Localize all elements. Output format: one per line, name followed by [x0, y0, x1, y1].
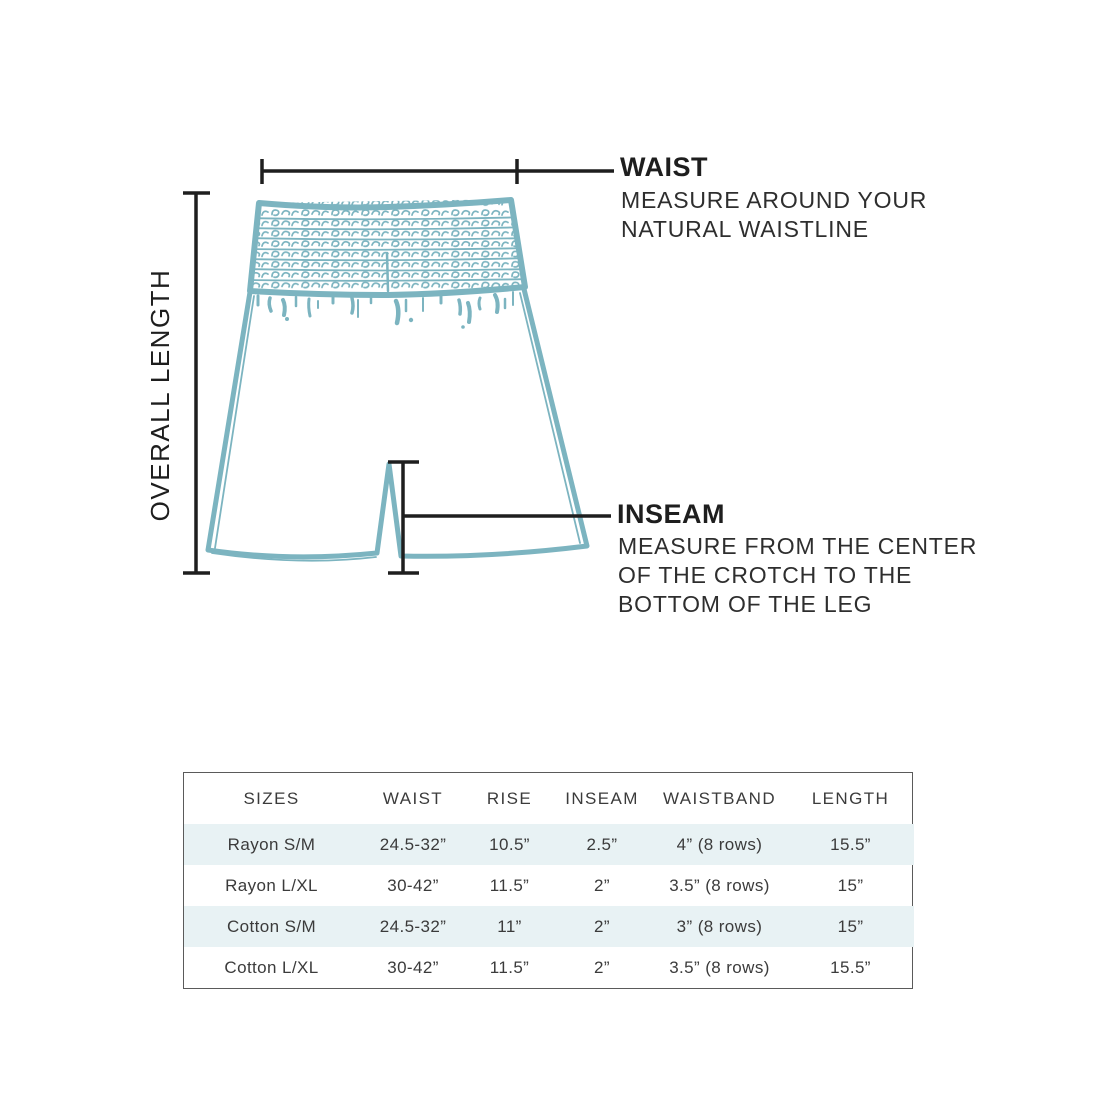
overall-length-measure-line	[183, 193, 210, 573]
table-cell: 11.5”	[489, 957, 530, 977]
waist-measure-line	[262, 159, 614, 184]
overall-length-label: OVERALL LENGTH	[145, 268, 175, 522]
table-cell: 2”	[594, 957, 610, 977]
table-cell: 24.5-32”	[379, 916, 447, 936]
inseam-label: INSEAM	[617, 499, 726, 529]
table-cell: 15”	[837, 916, 864, 936]
table-cell: 3.5” (8 rows)	[669, 875, 770, 895]
table-cell: 11”	[497, 916, 522, 936]
table-cell: Rayon S/M	[227, 834, 316, 854]
table-row-rayon-sm	[184, 824, 914, 865]
table-row-cotton-sm	[184, 906, 914, 947]
waist-desc-line-1: MEASURE AROUND YOUR	[621, 187, 928, 213]
shorts-drawing	[208, 196, 587, 561]
table-cell: 3.5” (8 rows)	[669, 957, 770, 977]
column-header-length: LENGTH	[811, 788, 890, 808]
table-cell: 2”	[594, 916, 610, 936]
table-cell: Cotton S/M	[226, 916, 317, 936]
inseam-desc-line-3: BOTTOM OF THE LEG	[618, 591, 873, 617]
size-chart-header-row	[184, 773, 914, 824]
table-cell: 15.5”	[830, 834, 871, 854]
waist-label: WAIST	[620, 152, 708, 182]
size-chart-table	[183, 772, 913, 989]
table-cell: 2.5”	[586, 834, 618, 854]
table-cell: 15.5”	[830, 957, 871, 977]
table-cell: 15”	[837, 875, 864, 895]
table-cell: Cotton L/XL	[224, 957, 319, 977]
waist-desc-line-2: NATURAL WAISTLINE	[621, 216, 869, 242]
table-row-rayon-lxl	[184, 865, 914, 906]
column-header-rise: RISE	[486, 788, 533, 808]
table-cell: 11.5”	[489, 875, 530, 895]
table-cell: 30-42”	[387, 957, 439, 977]
table-cell: 4” (8 rows)	[676, 834, 763, 854]
table-cell: 3” (8 rows)	[676, 916, 763, 936]
column-header-sizes: SIZES	[243, 788, 300, 808]
table-row-cotton-lxl	[184, 947, 914, 988]
column-header-inseam: INSEAM	[565, 788, 639, 808]
waistband-smocking-pattern	[244, 196, 534, 296]
inseam-description	[618, 532, 977, 619]
waist-description	[621, 186, 927, 244]
column-header-waist: WAIST	[382, 788, 444, 808]
inseam-desc-line-1: MEASURE FROM THE CENTER	[618, 533, 978, 559]
column-header-waistband: WAISTBAND	[662, 788, 777, 808]
table-cell: 2”	[594, 875, 610, 895]
table-cell: 30-42”	[387, 875, 439, 895]
inseam-desc-line-2: OF THE CROTCH TO THE	[618, 562, 913, 588]
table-cell: Rayon L/XL	[225, 875, 318, 895]
table-cell: 24.5-32”	[379, 834, 447, 854]
table-cell: 10.5”	[489, 834, 530, 854]
